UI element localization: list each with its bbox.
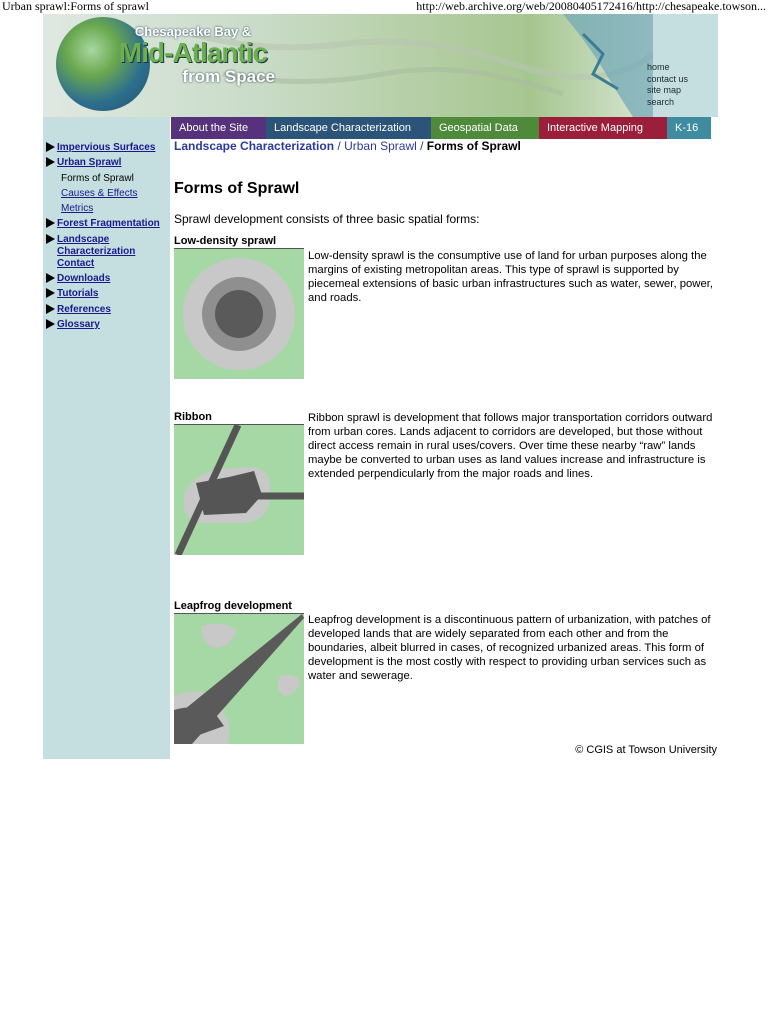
low-density-diagram [174,248,304,379]
arrow-right-icon [46,304,55,314]
arrow-right-icon [46,273,55,283]
tab-geo-label: Geospatial Data [439,122,518,134]
sidebar-item-downloads [43,273,170,285]
form-desc-low-density: Low-density sprawl is the consumptive use of land for urban purposes along the margins of existing metropolitan areas. This type of sprawl is supported by piecemeal extensions of basic urban infrastructures such as water, sewer, power, and roads. [308,250,714,304]
form-heading-ribbon: Ribbon [174,411,212,423]
tab-k16-label: K-16 [675,122,699,134]
top-links [647,62,717,108]
sidebar-link-tutorials[interactable]: Tutorials [57,288,99,300]
sidebar-menu [43,117,170,331]
arrow-right-icon [46,288,55,298]
form-ribbon [174,411,717,480]
sidebar-link-impervious-surfaces[interactable]: Impervious Surfaces [57,142,156,153]
site-map-link[interactable]: site map [647,85,682,95]
intro-text: Sprawl development consists of three basic spatial forms: [174,212,480,226]
sidebar-item-metrics [43,203,170,215]
sidebar [43,117,170,759]
site-title-logo[interactable] [93,24,293,87]
sidebar-item-glossary [43,319,170,331]
home-link[interactable]: home [647,62,670,72]
site-title-line1: Chesapeake Bay & [134,24,252,39]
breadcrumb-separator: / [334,139,345,153]
form-desc-ribbon: Ribbon sprawl is development that follows major transportation corridors outward from urban cores. Lands adjacent to corridors are developed, but those without direct access remain in rural uses/covers. Over time these nearby “raw” lands maybe be converted to urban uses as land values increase and infrastructure is extended perpendicularly from the major roads and lines. [308,412,713,480]
breadcrumb-urban-sprawl[interactable]: Urban Sprawl [344,139,417,153]
sidebar-link-causes-effects[interactable]: Causes & Effects [61,187,138,199]
tab-k16[interactable] [667,117,711,139]
leapfrog-diagram [174,613,304,744]
sidebar-item-references [43,304,170,316]
sidebar-item-impervious-surfaces [43,142,170,154]
sidebar-link-landscape-characterization-contact[interactable]: Landscape Characterization Contact [57,233,136,269]
print-header [0,0,768,14]
breadcrumb-landscape-characterization[interactable]: Landscape Characterization [174,139,335,153]
search-link[interactable]: search [647,96,675,107]
site-banner [43,14,718,117]
site-title-line3: from Space [182,67,275,86]
arrow-right-icon [46,319,55,329]
tab-map-label: Interactive Mapping [547,122,643,134]
print-page-url: http://web.archive.org/web/20080405172416/http://chesapeake.towson... [416,0,766,13]
sidebar-item-forms-of-sprawl [43,173,170,185]
breadcrumb-separator: / [416,139,427,153]
arrow-right-icon [46,157,55,167]
sidebar-link-references[interactable]: References [57,303,111,315]
sidebar-link-urban-sprawl[interactable]: Urban Sprawl [57,157,122,169]
sidebar-link-metrics[interactable]: Metrics [61,203,94,215]
page-title: Forms of Sprawl [174,180,300,197]
print-page-title: Urban sprawl:Forms of sprawl [2,0,149,13]
breadcrumb [174,138,717,154]
form-heading-low-density: Low-density sprawl [174,235,277,247]
tab-interactive-mapping[interactable] [539,117,667,139]
tab-landscape-label: Landscape Characterization [274,122,411,134]
arrow-right-icon [46,218,55,228]
tab-about-the-site[interactable] [171,117,266,139]
main-nav [171,117,711,139]
main-content [174,138,717,682]
sidebar-link-glossary[interactable]: Glossary [57,318,100,330]
form-desc-leapfrog: Leapfrog development is a discontinuous pattern of urbanization, with patches of developed lands that are widely separated from each other and from the boundaries, albeit blurred in cases, of recognized urbanized areas. This form of development is the most costly with respect to providing urban services such as water and sewerage. [308,614,711,682]
tab-landscape-characterization[interactable] [266,117,431,139]
sidebar-item-urban-sprawl [43,157,170,169]
tab-geospatial-data[interactable] [431,117,539,139]
arrow-right-icon [46,142,55,152]
form-low-density [174,235,717,304]
copyright-footer: © CGIS at Towson University [575,744,717,756]
form-leapfrog [174,600,717,682]
sidebar-item-causes-effects [43,188,170,200]
contact-us-link[interactable]: contact us [647,73,689,84]
ribbon-diagram [174,424,304,555]
arrow-right-icon [46,234,55,244]
sidebar-item-landscape-characterization-contact [43,234,170,270]
sidebar-link-forest-fragmentation[interactable]: Forest Fragmentation [57,218,160,230]
tab-about-label: About the Site [179,122,249,134]
breadcrumb-current: Forms of Sprawl [426,139,521,153]
sidebar-item-tutorials [43,288,170,300]
sidebar-item-forest-fragmentation [43,218,170,230]
sidebar-link-downloads[interactable]: Downloads [57,273,111,285]
sidebar-current-forms-of-sprawl: Forms of Sprawl [61,172,134,184]
site-title-line2: Mid-Atlantic [118,37,268,68]
form-heading-leapfrog: Leapfrog development [174,600,292,612]
